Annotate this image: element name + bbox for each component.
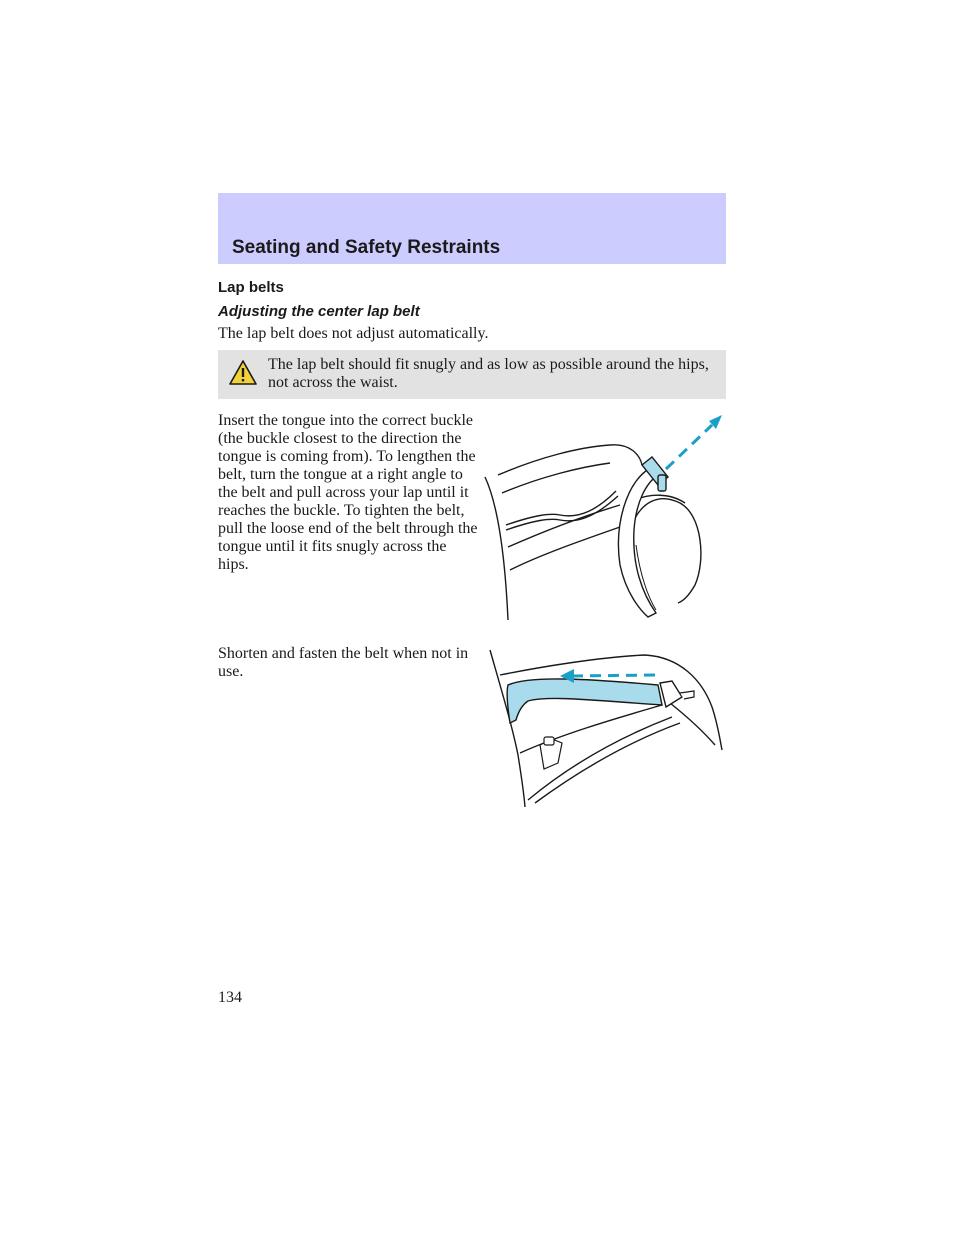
section-title: Seating and Safety Restraints (232, 237, 501, 258)
paragraph-not-automatic: The lap belt does not adjust automatically. (218, 325, 489, 342)
heading-lap-belts: Lap belts (218, 279, 284, 296)
heading-adjusting-center-lap-belt: Adjusting the center lap belt (218, 303, 420, 320)
page-number: 134 (218, 989, 242, 1006)
warning-triangle-icon (228, 359, 258, 392)
paragraph-insert-tongue: Insert the tongue into the correct buckle (the buckle closest to the direction the tongue is coming from). To lengthen the belt, turn the tongue at a right angle to the belt and pull across your lap until it reaches the buckle. To tighten the belt, pull the loose end of the belt through the tongue until it fits snugly across the hips. (218, 412, 478, 573)
warning-text: The lap belt should fit snugly and as low as possible around the hips, not across the waist. (268, 356, 709, 391)
lap-belt-lengthen-illustration (480, 405, 730, 635)
warning-box (218, 350, 726, 399)
lap-belt-shorten-illustration (480, 645, 730, 810)
paragraph-shorten-belt: Shorten and fasten the belt when not in use. (218, 645, 469, 680)
